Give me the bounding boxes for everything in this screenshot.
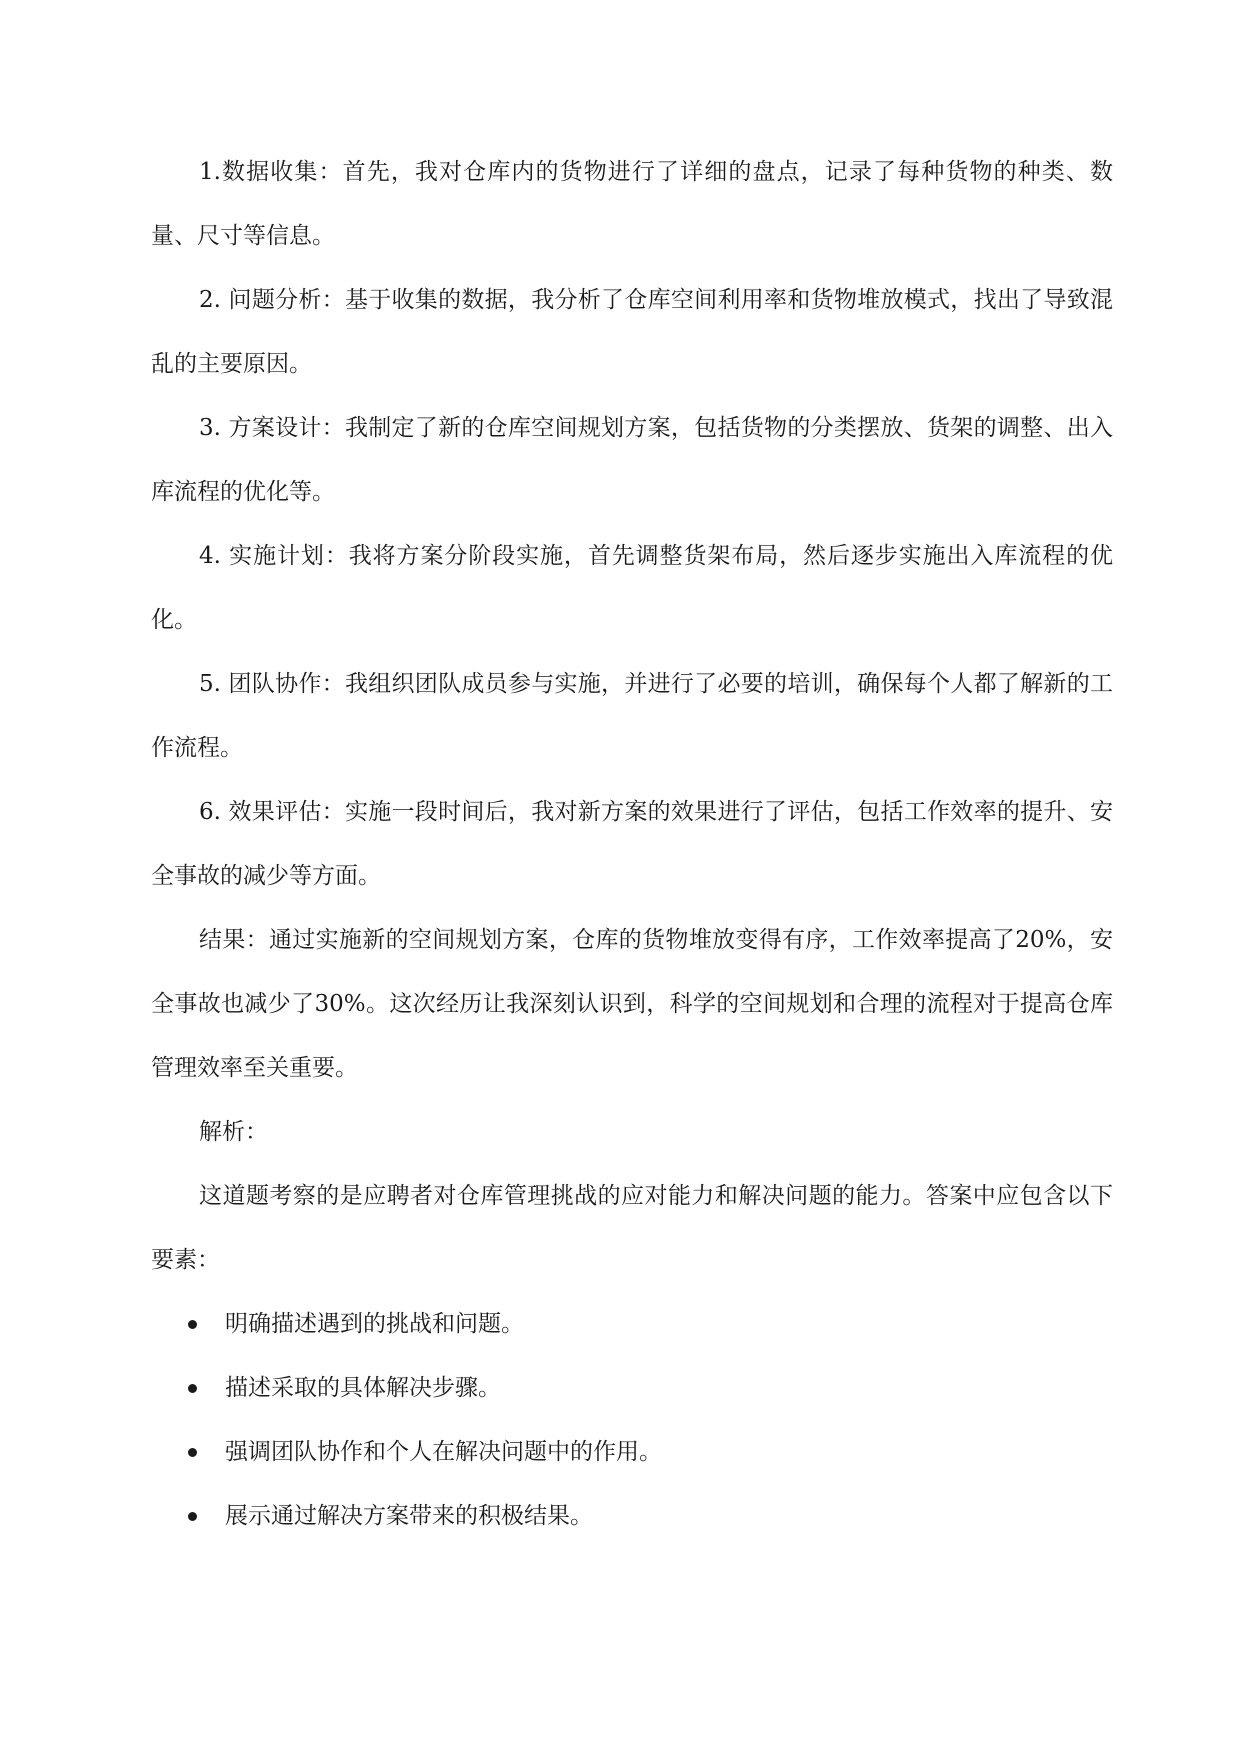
bullet-list: [151, 1292, 1113, 1548]
bullet-text: 强调团队协作和个人在解决问题中的作用。: [225, 1439, 662, 1465]
paragraph-plan-design: 3. 方案设计：我制定了新的仓库空间规划方案，包括货物的分类摆放、货架的调整、出入库流程的优化等。: [151, 415, 1113, 505]
paragraph-result: 结果：通过实施新的空间规划方案，仓库的货物堆放变得有序，工作效率提高了20%，安全事故也减少了30%。这次经历让我深刻认识到，科学的空间规划和合理的流程对于提高仓库管理效率至关重要。: [151, 927, 1113, 1081]
paragraph-data-collection: 1.数据收集：首先，我对仓库内的货物进行了详细的盘点，记录了每种货物的种类、数量、尺寸等信息。: [151, 159, 1113, 249]
paragraph-problem-analysis: 2. 问题分析：基于收集的数据，我分析了仓库空间利用率和货物堆放模式，找出了导致混乱的主要原因。: [151, 287, 1113, 377]
paragraph-analysis-heading: 解析：: [199, 1119, 268, 1145]
bullet-text: 明确描述遇到的挑战和问题。: [225, 1311, 524, 1337]
bullet-item: [151, 1356, 1113, 1420]
bullet-text: 展示通过解决方案带来的积极结果。: [225, 1503, 593, 1529]
bullet-item: [151, 1292, 1113, 1356]
paragraph-implementation-plan: 4. 实施计划：我将方案分阶段实施，首先调整货架布局，然后逐步实施出入库流程的优化。: [151, 543, 1113, 633]
bullet-dot-icon: [188, 1512, 197, 1521]
document-body: [151, 140, 1113, 1548]
bullet-dot-icon: [188, 1320, 197, 1329]
bullet-item: [151, 1484, 1113, 1548]
paragraph-analysis-body: 这道题考察的是应聘者对仓库管理挑战的应对能力和解决问题的能力。答案中应包含以下要素：: [151, 1183, 1113, 1273]
paragraph-effect-evaluation: 6. 效果评估：实施一段时间后，我对新方案的效果进行了评估，包括工作效率的提升、安全事故的减少等方面。: [151, 799, 1113, 889]
bullet-item: [151, 1420, 1113, 1484]
bullet-dot-icon: [188, 1448, 197, 1457]
bullet-text: 描述采取的具体解决步骤。: [225, 1375, 501, 1401]
paragraph-team-collaboration: 5. 团队协作：我组织团队成员参与实施，并进行了必要的培训，确保每个人都了解新的工作流程。: [151, 671, 1113, 761]
bullet-dot-icon: [188, 1384, 197, 1393]
